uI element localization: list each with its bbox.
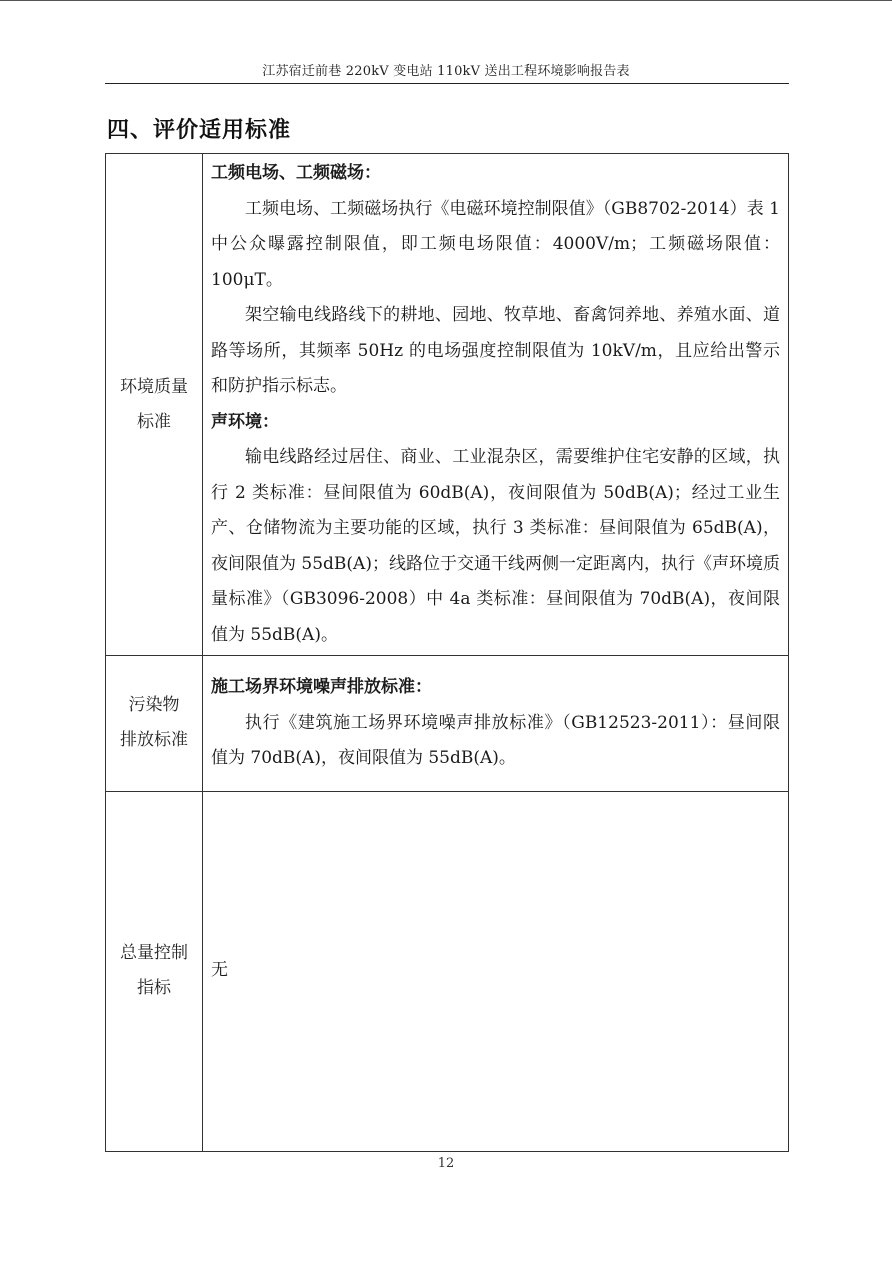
subheading-acoustic-environment: 声环境： xyxy=(211,411,279,432)
row-content-pollutant-emission xyxy=(203,656,789,792)
paragraph-construction-noise-limits: 执行《建筑施工场界环境噪声排放标准》（GB12523-2011）：昼间限值为 70dB(A)，夜间限值为 55dB(A)。 xyxy=(211,712,780,768)
header-rule xyxy=(105,83,789,84)
section-title: 四、评价适用标准 xyxy=(107,117,292,143)
table-row-total-control xyxy=(106,791,789,1151)
row-label-pollutant-emission xyxy=(106,656,203,792)
row-label-total-control xyxy=(106,791,203,1151)
running-header: 江苏宿迁前巷 220kV 变电站 110kV 送出工程环境影响报告表 xyxy=(262,64,630,79)
row-content-total-control xyxy=(203,791,789,1151)
subheading-power-frequency-field: 工频电场、工频磁场： xyxy=(211,163,381,183)
row-label-line: 指标 xyxy=(137,978,171,998)
row-label-environment-quality xyxy=(106,154,203,656)
row-label-line: 排放标准 xyxy=(120,730,188,751)
subheading-construction-noise: 施工场界环境噪声排放标准： xyxy=(211,677,432,697)
row-content-environment-quality xyxy=(203,154,789,656)
table-row-pollutant-emission xyxy=(106,656,789,792)
paragraph-noise-classes: 输电线路经过居住、商业、工业混杂区，需要维护住宅安静的区域，执行 2 类标准：昼间限值为 60dB(A)，夜间限值为 50dB(A)；经过工业生产、仓储物流为主要功能的区域，执行 3 类标准：昼间限值为 65dB(A)，夜间限值为 55dB(A)；线路位于交通干线两侧一定距离内，执行《声环境质量标准》（GB3096-2008）中 4a 类标准：昼间限值为 70dB(A)，夜间限值为 55dB(A)。 xyxy=(211,447,780,645)
row-label-line: 总量控制 xyxy=(120,943,188,963)
row-label-line: 环境质量 xyxy=(120,376,188,397)
row-label-line: 污染物 xyxy=(128,695,180,716)
page-top-border xyxy=(0,0,892,1)
row-label-line: 标准 xyxy=(137,411,171,432)
paragraph-field-limits: 工频电场、工频磁场执行《电磁环境控制限值》（GB8702-2014）表 1 中公众曝露控制限值，即工频电场限值：4000V/m；工频磁场限值：100μT。 xyxy=(211,198,780,290)
page-number: 12 xyxy=(437,1156,455,1171)
standards-table xyxy=(105,153,789,1152)
paragraph-overhead-line-limits: 架空输电线路线下的耕地、园地、牧草地、畜禽饲养地、养殖水面、道路等场所，其频率 50Hz 的电场强度控制限值为 10kV/m，且应给出警示和防护指示标志。 xyxy=(211,305,780,396)
total-control-value: 无 xyxy=(211,960,228,981)
table-row-environment-quality xyxy=(106,154,789,656)
